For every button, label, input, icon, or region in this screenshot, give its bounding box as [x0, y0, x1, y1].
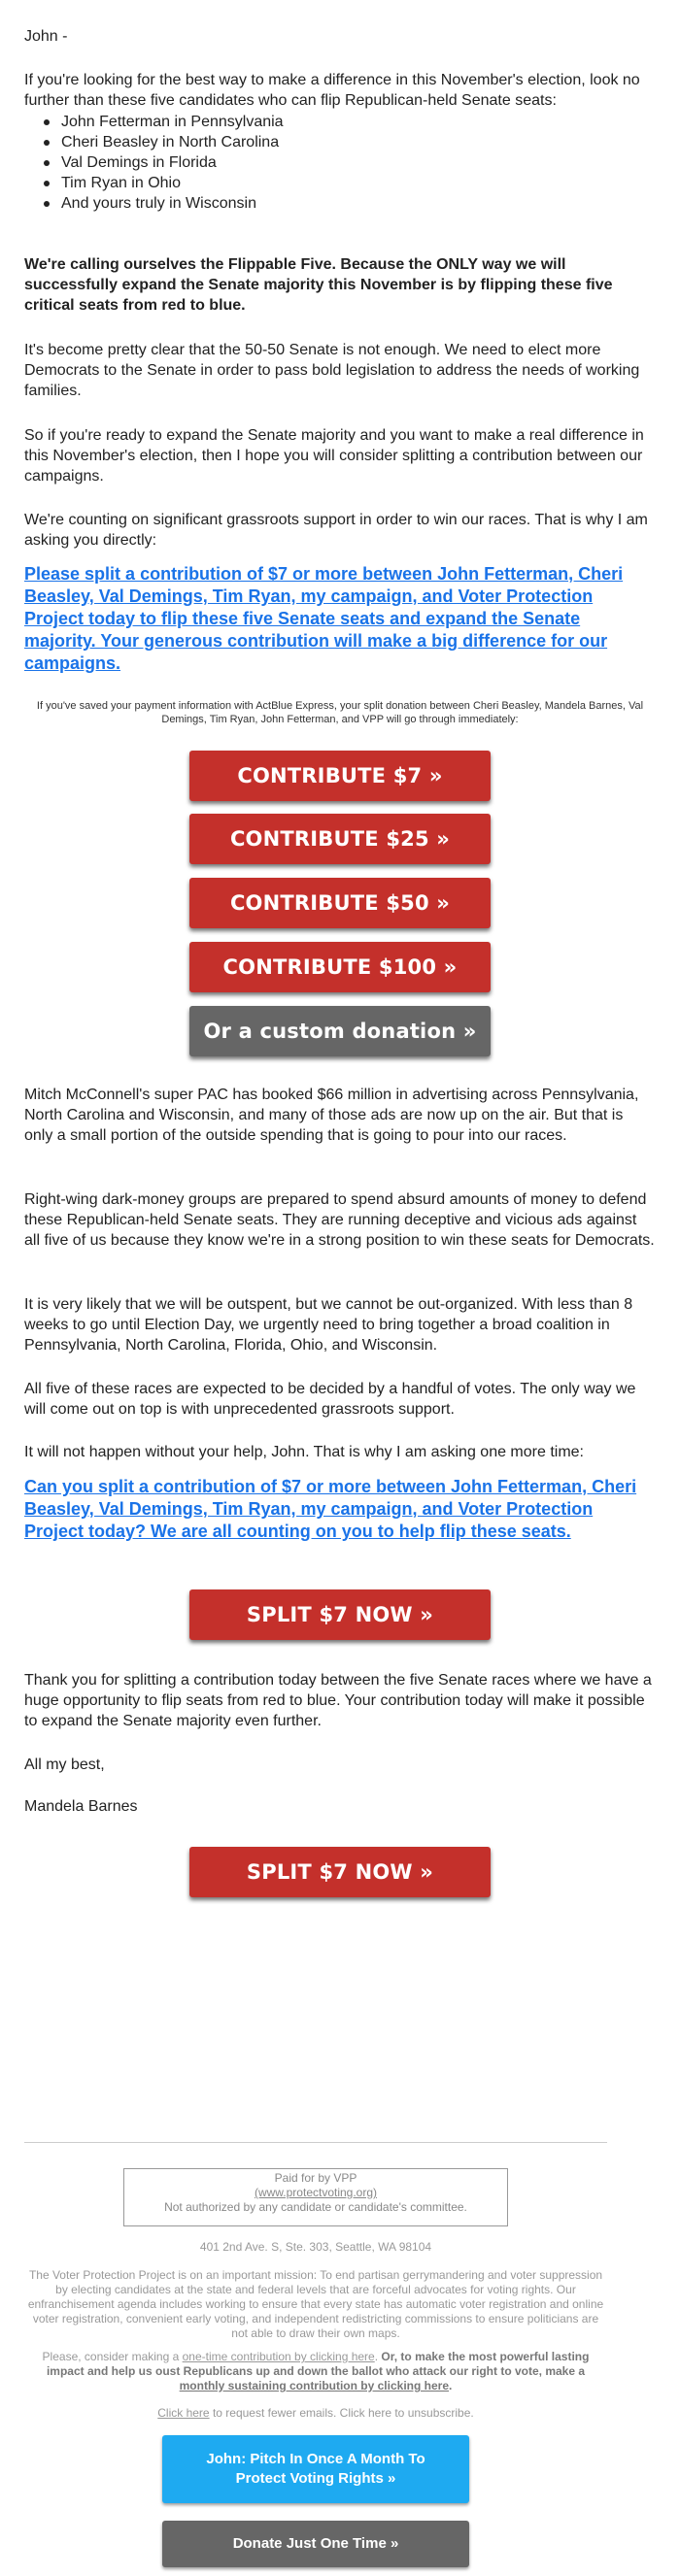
split-contribution-link-2[interactable]: Can you split a contribution of $7 or more between John Fetterman, Cheri Beasley, Val Demings, Tim Ryan, my campaign, and Voter Protection Project today? We are all counting on you to help flip these seats.: [24, 1477, 637, 1541]
email-preferences-text: Click here to request fewer emails. Click here to unsubscribe.: [157, 2406, 474, 2420]
senate-50-50-paragraph: It's become pretty clear that the 50-50 Senate is not enough. We need to elect more Democrats to the Senate in order to pass bold legislation to address the needs of working families.: [24, 342, 640, 399]
greeting: John -: [24, 28, 68, 45]
paid-for-text: Paid for by VPP: [274, 2171, 357, 2185]
outspent-paragraph: It is very likely that we will be outspent, but we cannot be out-organized. With less than 8 weeks to go until Election Day, we urgently need to bring together a broad coalition in Pennsylvania, North Carolina, Florida, Ohio, and Wisconsin.: [24, 1296, 633, 1354]
list-item: Val Demings in Florida: [39, 152, 284, 173]
signature: Mandela Barnes: [24, 1798, 138, 1815]
bullet-icon: [44, 119, 50, 125]
not-authorized-text: Not authorized by any candidate or candidate's committee.: [164, 2200, 467, 2214]
contribute-7-button[interactable]: CONTRIBUTE $7 »: [189, 751, 491, 801]
actblue-express-note: If you've saved your payment information with ActBlue Express, your split donation between Cheri Beasley, Mandela Barnes, Val Demings, Tim Ryan, John Fetterman, and VPP will go through immediately:: [36, 700, 644, 725]
bullet-icon: [44, 160, 50, 166]
list-item: Cheri Beasley in North Carolina: [39, 132, 284, 152]
bullet-icon: [44, 181, 50, 186]
monthly-donation-button[interactable]: John: Pitch In Once A Month To Protect Voting Rights »: [162, 2435, 469, 2503]
candidate-list: [39, 112, 284, 214]
paid-for-box: [123, 2168, 508, 2226]
consider-contribution-text: Please, consider making a one-time contribution by clicking here. Or, to make the most powerful lasting impact and help us oust Republicans up and down the ballot who attack our right to vote, make a monthly sustaining contribution by clicking here.: [42, 2350, 590, 2392]
signoff: All my best,: [24, 1756, 105, 1773]
monthly-contribution-link[interactable]: monthly sustaining contribution by clicking here: [179, 2379, 449, 2392]
address: 401 2nd Ave. S, Ste. 303, Seattle, WA 98104: [199, 2240, 432, 2254]
list-item: And yours truly in Wisconsin: [39, 193, 284, 214]
one-time-contribution-link[interactable]: one-time contribution by clicking here: [182, 2350, 375, 2363]
dark-money-paragraph: Right-wing dark-money groups are prepared to spend absurd amounts of money to defend these Republican-held Senate seats. They are running deceptive and vicious ads against all five of us because they know we're in a strong position to win these seats for Democrats.: [24, 1191, 655, 1249]
footer-divider: [24, 2142, 607, 2143]
contribute-100-button[interactable]: CONTRIBUTE $100 »: [189, 942, 491, 992]
thanks-paragraph: Thank you for splitting a contribution today between the five Senate races where we have a huge opportunity to flip seats from red to blue. Your contribution today will make it possible to expand the Senate majority even further.: [24, 1672, 652, 1729]
one-time-donation-button[interactable]: Donate Just One Time »: [162, 2521, 469, 2567]
website-link[interactable]: (www.protectvoting.org): [254, 2186, 378, 2199]
intro-paragraph: If you're looking for the best way to make a difference in this November's election, look no further than these five candidates who can flip Republican-held Senate seats:: [24, 72, 640, 109]
fewer-emails-link[interactable]: Click here: [157, 2406, 210, 2420]
list-item: Tim Ryan in Ohio: [39, 173, 284, 193]
help-paragraph: It will not happen without your help, John. That is why I am asking one more time:: [24, 1444, 584, 1460]
split-7-now-button[interactable]: SPLIT $7 NOW »: [189, 1589, 491, 1640]
contribute-25-button[interactable]: CONTRIBUTE $25 »: [189, 814, 491, 864]
bullet-icon: [44, 201, 50, 207]
split-contribution-link[interactable]: Please split a contribution of $7 or more between John Fetterman, Cheri Beasley, Val Demings, Tim Ryan, my campaign, and Voter Protection Project today to flip these five Senate seats and expand the Senate majority. Your generous contribution will make a big difference for our campaigns.: [24, 564, 624, 673]
handful-of-votes-paragraph: All five of these races are expected to be decided by a handful of votes. The only way we will come out on top is with unprecedented grassroots support.: [24, 1381, 636, 1418]
ready-paragraph: So if you're ready to expand the Senate majority and you want to make a real difference in this November's election, then I hope you will consider splitting a contribution between our campaigns.: [24, 427, 644, 485]
split-7-now-button-2[interactable]: SPLIT $7 NOW »: [189, 1847, 491, 1897]
mcconnell-paragraph: Mitch McConnell's super PAC has booked $66 million in advertising across Pennsylvania, North Carolina and Wisconsin, and many of those ads are now up on the air. But that is only a small portion of the outside spending that is going to pour into our races.: [24, 1087, 639, 1144]
flippable-five-paragraph: We're calling ourselves the Flippable Five. Because the ONLY way we will successfully expand the Senate majority this November is by flipping these five critical seats from red to blue.: [24, 256, 613, 314]
contribute-50-button[interactable]: CONTRIBUTE $50 »: [189, 878, 491, 928]
custom-donation-button[interactable]: Or a custom donation »: [189, 1006, 491, 1056]
list-item: John Fetterman in Pennsylvania: [39, 112, 284, 132]
counting-paragraph: We're counting on significant grassroots support in order to win our races. That is why I am asking you directly:: [24, 512, 648, 549]
mission-statement: The Voter Protection Project is on an important mission: To end partisan gerrymandering and voter suppression by electing candidates at the state and federal levels that are forceful advocates for voting rights. Our enfranchisement agenda includes working to ensure that every state has automatic voter registration and online voter registration, convenient early voting, and independent redistricting commissions to ensure politicians are not able to draw their own maps.: [27, 2268, 604, 2340]
bullet-icon: [44, 140, 50, 146]
